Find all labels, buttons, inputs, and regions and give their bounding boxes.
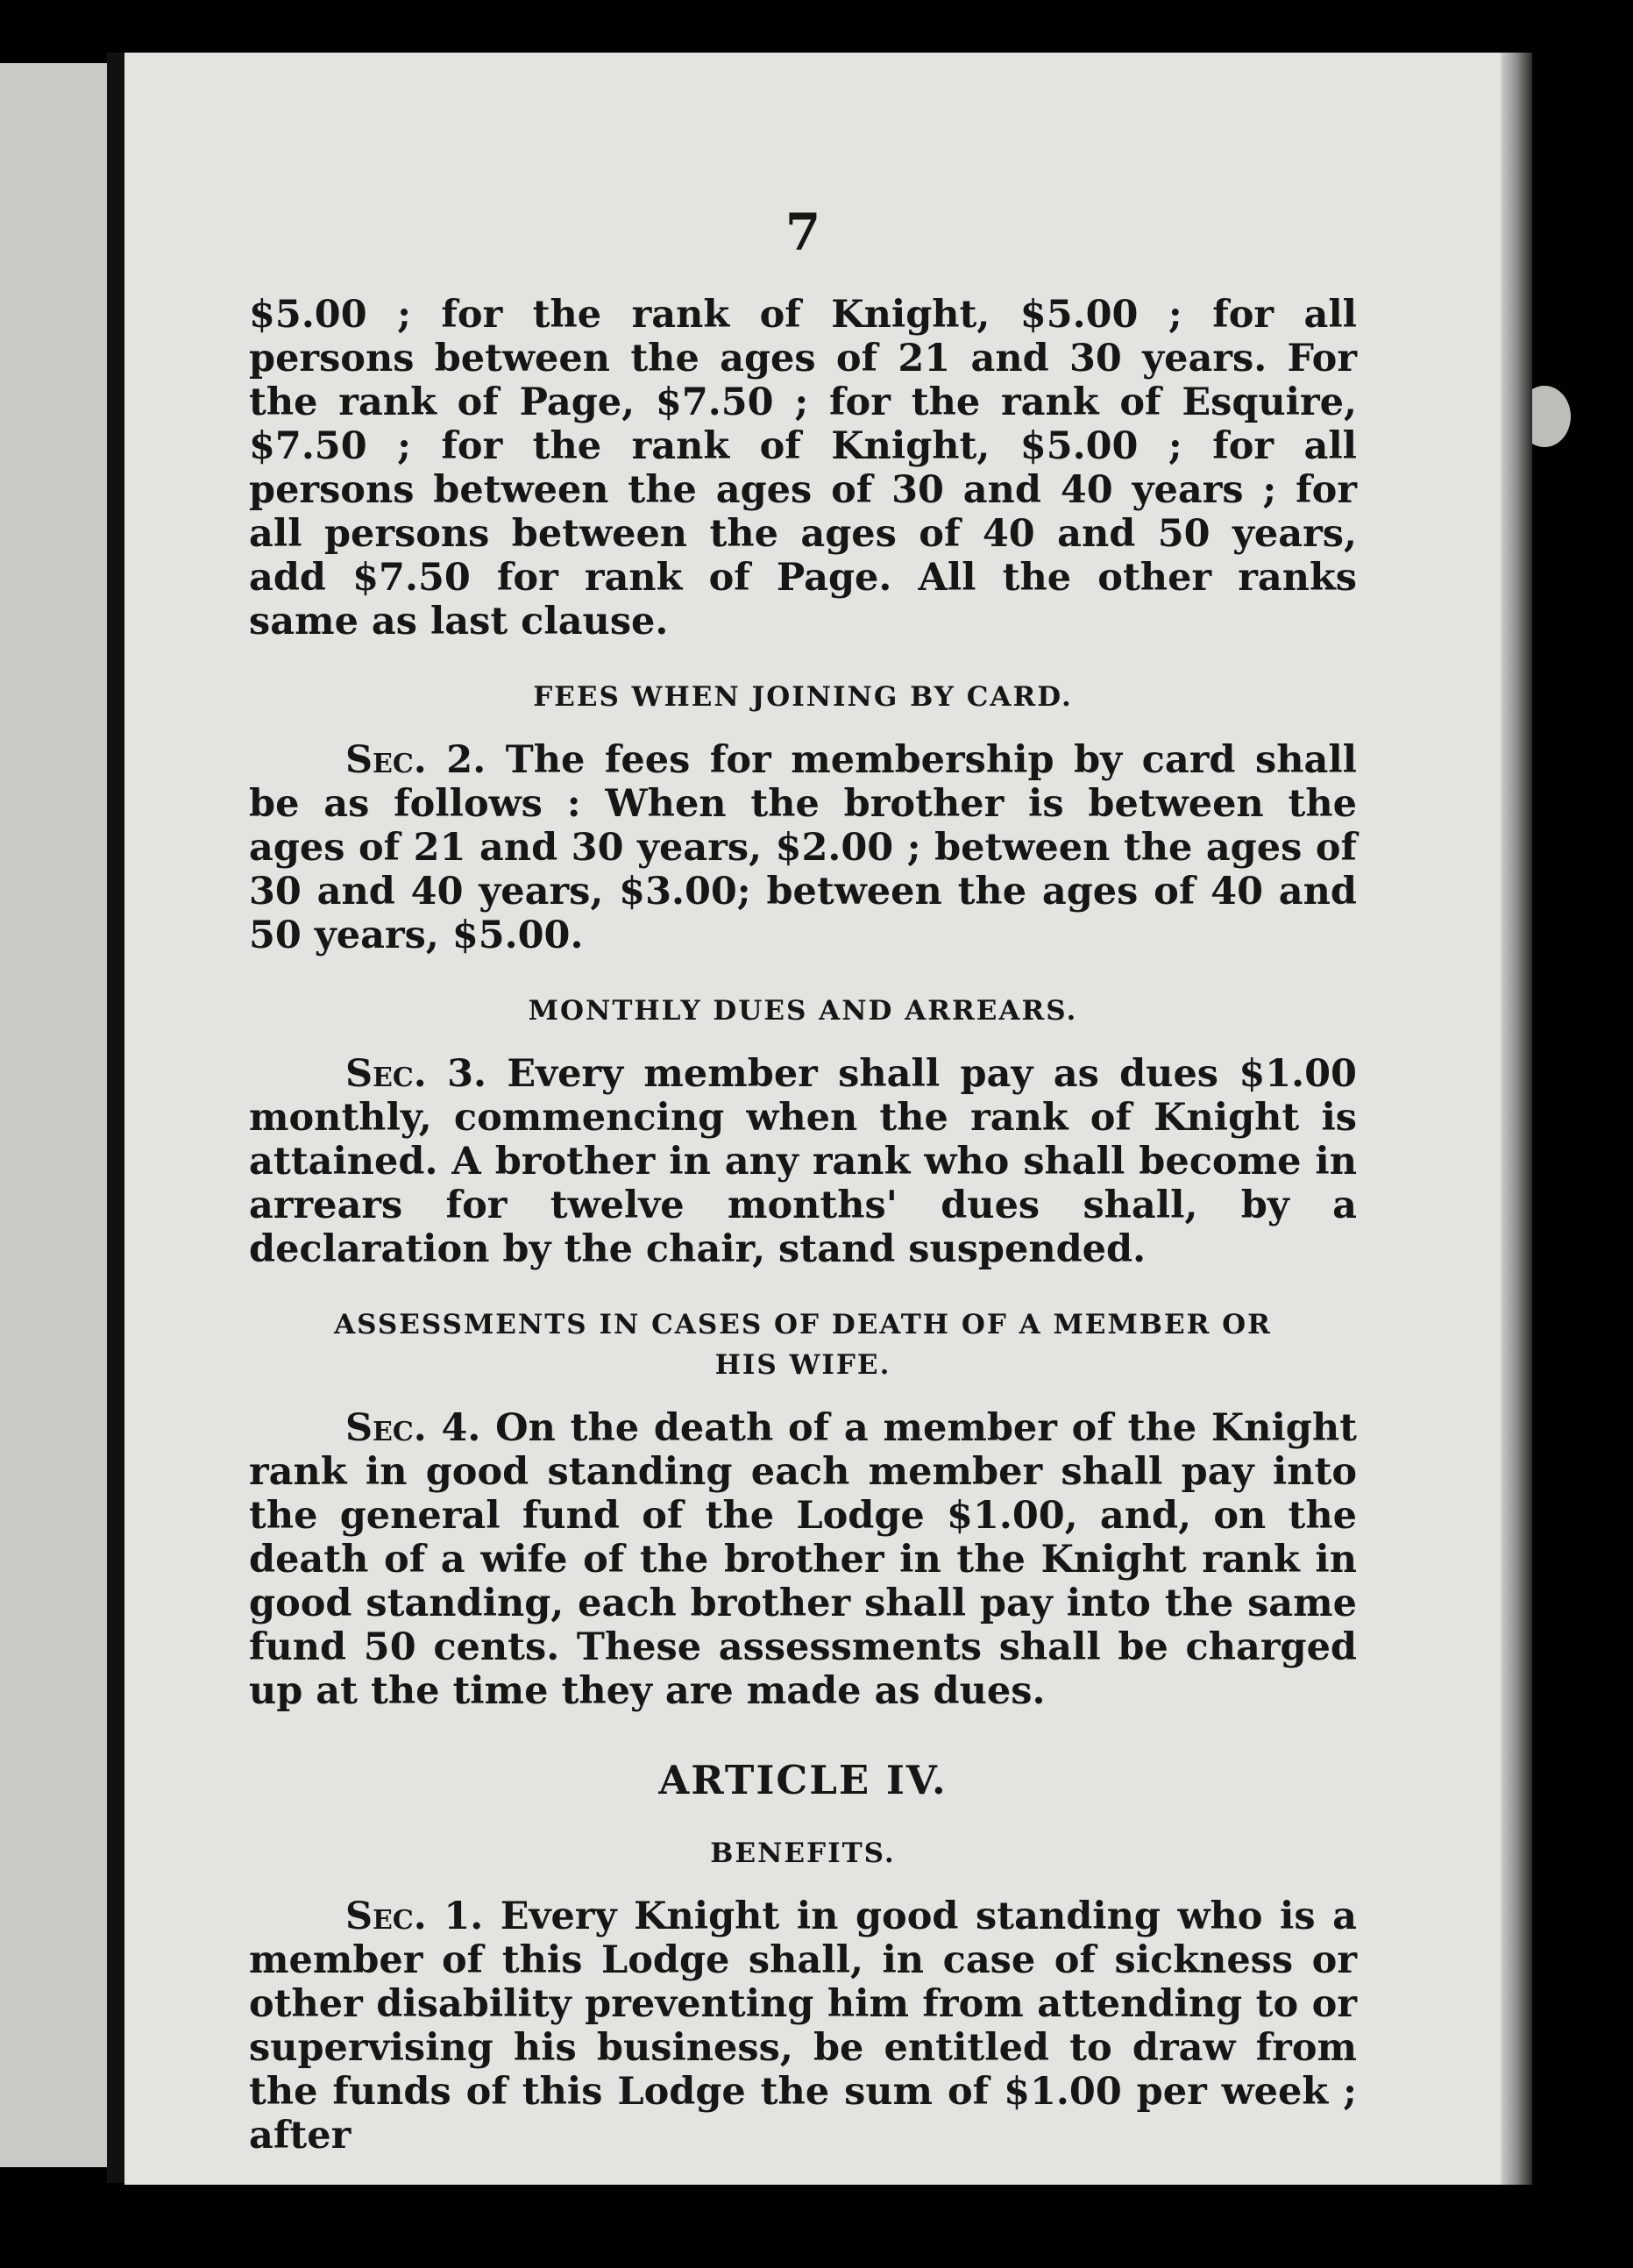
- section-text: Every Knight in good standing who is a member of this Lodge shall, in case of sickness or other disability preventing him from attending to or supervising his business, be entitled to draw from the funds of this Lodge the sum of $1.00 per week ; after: [249, 1895, 1357, 2158]
- section-label: Sec. 4.: [345, 1406, 481, 1450]
- section-heading-fees-card: FEES WHEN JOINING BY CARD.: [533, 681, 1073, 713]
- intro-paragraph: $5.00 ; for the rank of Knight, $5.00 ; for all persons between the ages of 21 and 30 years. For the rank of Page, $7.50 ; for the rank of Esquire, $7.50 ; for the rank of Knight, $5.00 ; for all persons between the ages of 30 and 40 years ; for all persons between the ages of 40 and 50 years, add $7.50 for rank of Page. All the other ranks same as last clause.: [249, 293, 1357, 643]
- section-heading-assessments: [249, 1305, 1357, 1385]
- section-2-paragraph: [249, 738, 1357, 957]
- section-heading-monthly-dues: MONTHLY DUES AND ARREARS.: [528, 995, 1078, 1027]
- section-label: Sec. 3.: [345, 1052, 486, 1096]
- section-4-paragraph: [249, 1406, 1357, 1713]
- page-edge-shadow: [1501, 53, 1532, 2185]
- section-label: Sec. 2.: [345, 738, 486, 782]
- article-4-section-1-paragraph: [249, 1895, 1357, 2158]
- left-page-edge: [0, 63, 112, 2167]
- section-text: The fees for membership by card shall be as follows : When the brother is between the ages of 21 and 30 years, $2.00 ; between the ages of 30 and 40 years, $3.00; between the ages of 40 and 50 years, $5.00.: [249, 738, 1357, 957]
- heading-line: HIS WIFE.: [714, 1349, 891, 1381]
- section-3-paragraph: [249, 1052, 1357, 1271]
- article-heading-benefits: BENEFITS.: [710, 1838, 896, 1869]
- book-gutter: [107, 53, 126, 2183]
- page-number: 7: [785, 203, 821, 262]
- section-text: On the death of a member of the Knight rank in good standing each member shall pay into the general fund of the Lodge $1.00, and, on the death of a wife of the brother in the Knight rank in good standing, each brother shall pay into the same fund 50 cents. These assessments shall be charged up at the time they are made as dues.: [249, 1406, 1357, 1713]
- section-label: Sec. 1.: [345, 1895, 484, 1938]
- heading-line: ASSESSMENTS IN CASES OF DEATH OF A MEMBER OR: [334, 1309, 1272, 1340]
- page-content: [249, 203, 1357, 2158]
- article-title: ARTICLE IV.: [658, 1757, 948, 1803]
- section-text: Every member shall pay as dues $1.00 monthly, commencing when the rank of Knight is attained. A brother in any rank who shall become in arrears for twelve months' dues shall, by a declaration by the chair, stand suspended.: [249, 1052, 1357, 1271]
